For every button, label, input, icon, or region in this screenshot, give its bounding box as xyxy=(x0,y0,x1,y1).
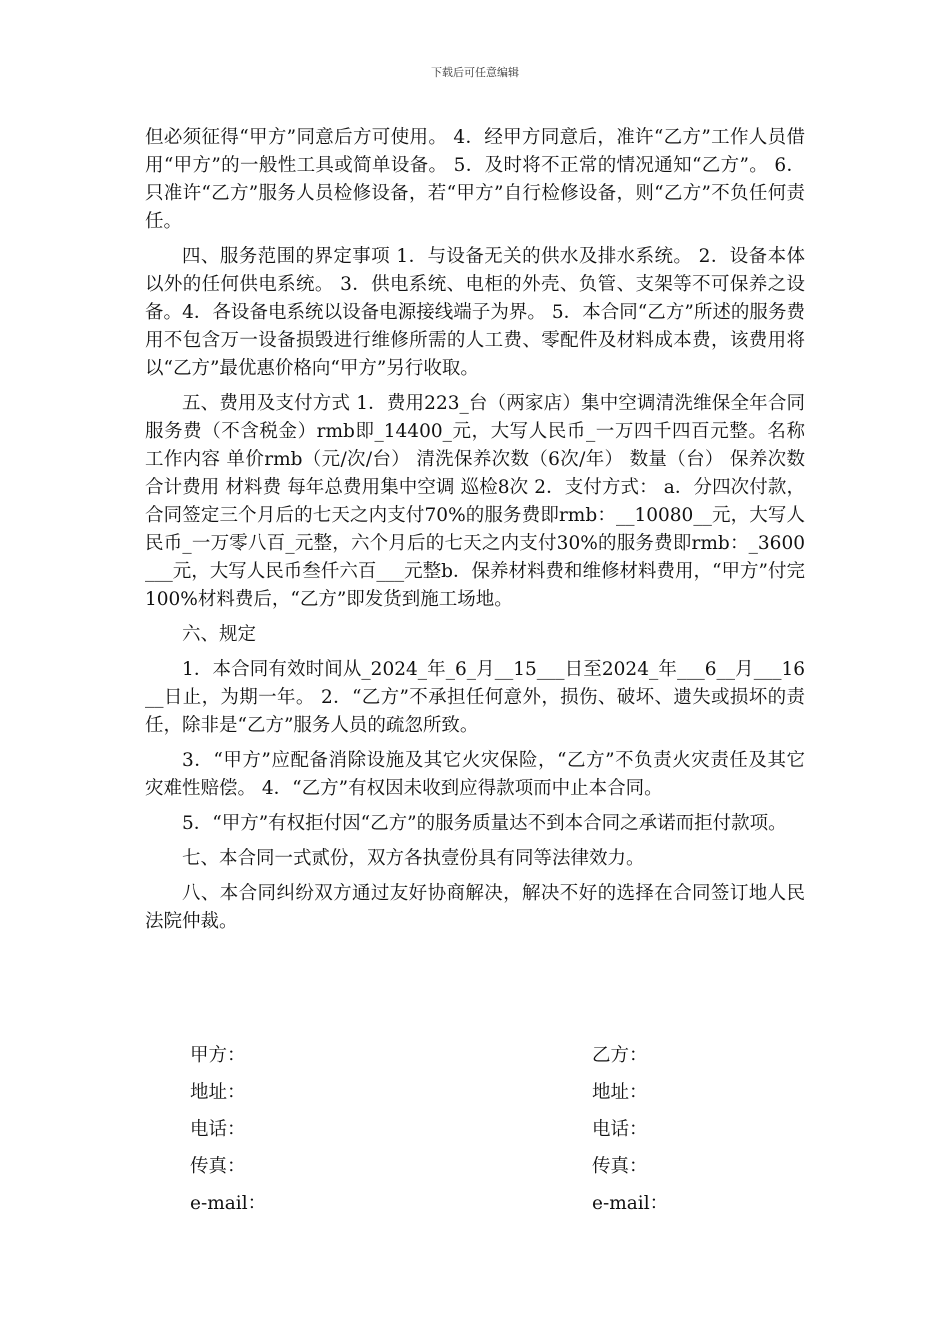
party-b-fax-label: 传真： xyxy=(592,1156,648,1177)
paragraph-disputes: 八、本合同纠纷双方通过友好协商解决，解决不好的选择在合同签订地人民法院仲裁。 xyxy=(145,883,805,932)
party-b-label: 乙方： xyxy=(592,1045,648,1066)
paragraph-rules-heading: 六、规定 xyxy=(182,624,257,645)
page-header: 下载后可任意编辑 xyxy=(431,66,519,79)
party-a-email-label: e-mail： xyxy=(190,1193,267,1214)
signature-row-address xyxy=(190,1079,750,1116)
signature-row-party xyxy=(190,1042,750,1079)
paragraph-fees-payment: 五、费用及支付方式 1．费用223_台（两家店）集中空调清洗维保全年合同服务费（不含税金）rmb即_14400_元，大写人民币_一万四千四百元整。名称 工作内容 单价rmb（元/次/台） 清洗保养次数（6次/年） 数量（台） 保养次数合计费用 材料费 每年总费用集中空调 巡检8次 2．支付方式： a．分四次付款，合同签定三个月后的七天之内支付70%的服务费即rmb：__10080__元，大写人民币_一万零八百_元整，六个月后的七天之内支付30%的服务费即rmb：_3600___元，大写人民币叁仟六百___元整b．保养材料费和维修材料费用，“甲方”付完100%材料费后，“乙方”即发货到施工场地。 xyxy=(145,393,805,610)
paragraph-1: 但必须征得“甲方”同意后方可使用。 4．经甲方同意后，准许“乙方”工作人员借用“甲方”的一般性工具或简单设备。 5．及时将不正常的情况通知“乙方”。 6．只准许“乙方”服务人员检修设备，若“甲方”自行检修设备，则“乙方”不负任何责任。 xyxy=(145,127,805,232)
party-a-phone-label: 电话： xyxy=(190,1119,246,1140)
paragraph-service-scope: 四、服务范围的界定事项 1．与设备无关的供水及排水系统。 2．设备本体以外的任何供电系统。 3．供电系统、电柜的外壳、负管、支架等不可保养之设备。4．各设备电系统以设备电源接线端子为界。 5．本合同“乙方”所述的服务费用不包含万一设备损毁进行维修所需的人工费、零配件及材料成本费，该费用将以“乙方”最优惠价格向“甲方”另行收取。 xyxy=(145,246,805,379)
party-b-phone-label: 电话： xyxy=(592,1119,648,1140)
paragraph-copies: 七、本合同一式贰份，双方各执壹份具有同等法律效力。 xyxy=(182,848,645,869)
paragraph-rule-1-2: 1．本合同有效时间从_2024_年_6_月__15___日至2024_年___6__月___16__日止，为期一年。 2．“乙方”不承担任何意外，损伤、破坏、遗失或损坏的责任，除非是“乙方”服务人员的疏忽所致。 xyxy=(145,659,805,736)
signature-row-phone xyxy=(190,1116,750,1153)
signature-block xyxy=(190,1042,750,1227)
signature-row-email xyxy=(190,1190,750,1227)
contract-body xyxy=(145,124,805,943)
party-b-address-label: 地址： xyxy=(592,1082,648,1103)
signature-row-fax xyxy=(190,1153,750,1190)
party-b-email-label: e-mail： xyxy=(592,1193,669,1214)
party-a-label: 甲方： xyxy=(190,1045,246,1066)
party-a-address-label: 地址： xyxy=(190,1082,246,1103)
paragraph-rule-3-4: 3．“甲方”应配备消除设施及其它火灾保险，“乙方”不负责火灾责任及其它灾难性赔偿。 4．“乙方”有权因未收到应得款项而中止本合同。 xyxy=(145,750,805,799)
party-a-fax-label: 传真： xyxy=(190,1156,246,1177)
paragraph-rule-5: 5．“甲方”有权拒付因“乙方”的服务质量达不到本合同之承诺而拒付款项。 xyxy=(182,813,787,834)
